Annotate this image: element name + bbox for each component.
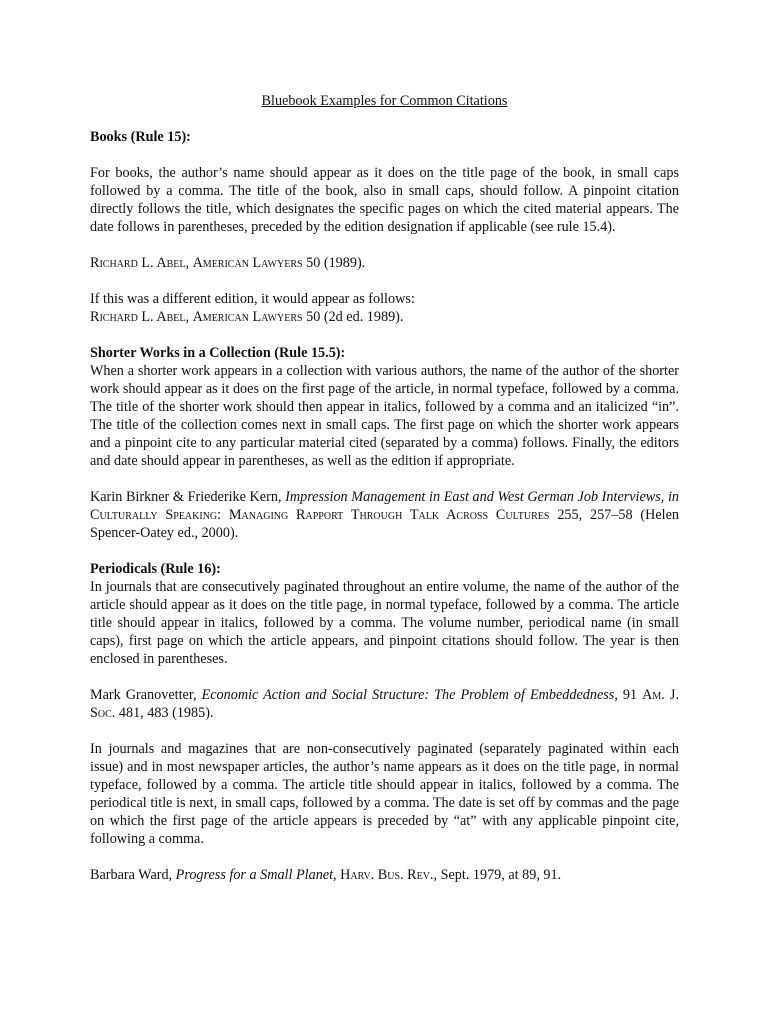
edition-intro: If this was a different edition, it would appear as follows: — [90, 291, 415, 307]
citation-separator: , — [185, 309, 193, 325]
citation-rest: , Sept. 1979, at 89, 91. — [433, 867, 562, 883]
spacer — [90, 668, 679, 686]
books-edition-citation — [90, 308, 679, 326]
citation-rest: 50 (2d ed. 1989). — [302, 309, 404, 325]
spacer — [90, 848, 679, 866]
citation-author: Karin Birkner & Friederike Kern, — [90, 489, 286, 505]
spacer — [90, 722, 679, 740]
shorter-works-example-citation — [90, 488, 679, 542]
citation-title: Impression Management in East and West German Job Interviews, in — [285, 489, 680, 505]
citation-author: Mark Granovetter, — [90, 687, 202, 703]
periodicals-nonconsecutive-paragraph: In journals and magazines that are non-consecutively paginated (separately paginated within each issue) and in most newspaper articles, the author’s name appears as it does on the title page, in normal typeface, followed by a comma. The article title should appear in italics, followed by a comma. The periodical title is next, in small caps, followed by a comma. The date is set off by commas and the page on which the first page of the article appears is preceded by “at” with any applicable pinpoint cite, following a comma. — [90, 741, 679, 847]
spacer — [90, 272, 679, 290]
citation-title: American Lawyers — [192, 255, 303, 271]
citation-author: Barbara Ward, — [90, 867, 176, 883]
citation-collection: Culturally Speaking: Managing Rapport Through Talk Across Cultures — [90, 507, 550, 523]
spacer — [90, 542, 679, 560]
books-heading: Books (Rule 15): — [90, 129, 191, 145]
citation-title: Progress for a Small Planet, — [175, 867, 337, 883]
citation-rest: 255, 257–58 (Helen Spencer-Oatey ed., 2000). — [90, 507, 680, 541]
citation-title: Economic Action and Social Structure: The Problem of Embeddedness — [201, 687, 615, 703]
spacer — [90, 236, 679, 254]
citation-author: Richard L. Abel — [90, 309, 186, 325]
citation-author: Richard L. Abel — [90, 255, 186, 271]
periodicals-paragraph: In journals that are consecutively paginated throughout an entire volume, the name of the author of the article should appear as it does on the title page, in normal typeface, followed by a comma. The article title should appear in italics, followed by a comma. The volume number, periodical name (in small caps), first page on which the article appears, and pinpoint citations should follow. The year is then enclosed in parentheses. — [90, 579, 679, 667]
citation-title: American Lawyers — [192, 309, 303, 325]
periodicals-heading: Periodicals (Rule 16): — [90, 561, 221, 577]
spacer — [90, 146, 679, 164]
citation-journal: Harv. Bus. Rev. — [340, 867, 434, 883]
spacer — [90, 470, 679, 488]
periodicals-example-citation — [90, 686, 679, 722]
periodicals-magazine-example-citation — [90, 866, 679, 884]
shorter-works-heading: Shorter Works in a Collection (Rule 15.5): — [90, 345, 346, 361]
citation-journal: Am. J. Soc. — [90, 687, 679, 721]
shorter-works-paragraph: When a shorter work appears in a collection with various authors, the name of the author of the shorter work should appear as it does on the first page of the article, in normal typeface, followed by a comma. The title of the shorter work should then appear in italics, followed by a comma and an italicized “in”. The title of the collection comes next in small caps. The first page on which the shorter work appears and a pinpoint cite to any particular material cited (separated by a comma) follows. Finally, the editors and date should appear in parentheses, as well as the edition if appropriate. — [90, 363, 679, 469]
citation-rest: 481, 483 (1985). — [115, 705, 214, 721]
books-example-citation — [90, 254, 679, 272]
document-title: Bluebook Examples for Common Citations — [261, 93, 508, 109]
document-page — [90, 92, 679, 884]
citation-rest: 50 (1989). — [302, 255, 366, 271]
citation-volume: , 91 — [614, 687, 643, 703]
books-paragraph: For books, the author’s name should appear as it does on the title page of the book, in small caps followed by a comma. The title of the book, also in small caps, should follow. A pinpoint citation directly follows the title, which designates the specific pages on which the cited material appears. The date follows in parentheses, preceded by the edition designation if applicable (see rule 15.4). — [90, 165, 679, 235]
spacer — [90, 326, 679, 344]
citation-separator: , — [185, 255, 193, 271]
